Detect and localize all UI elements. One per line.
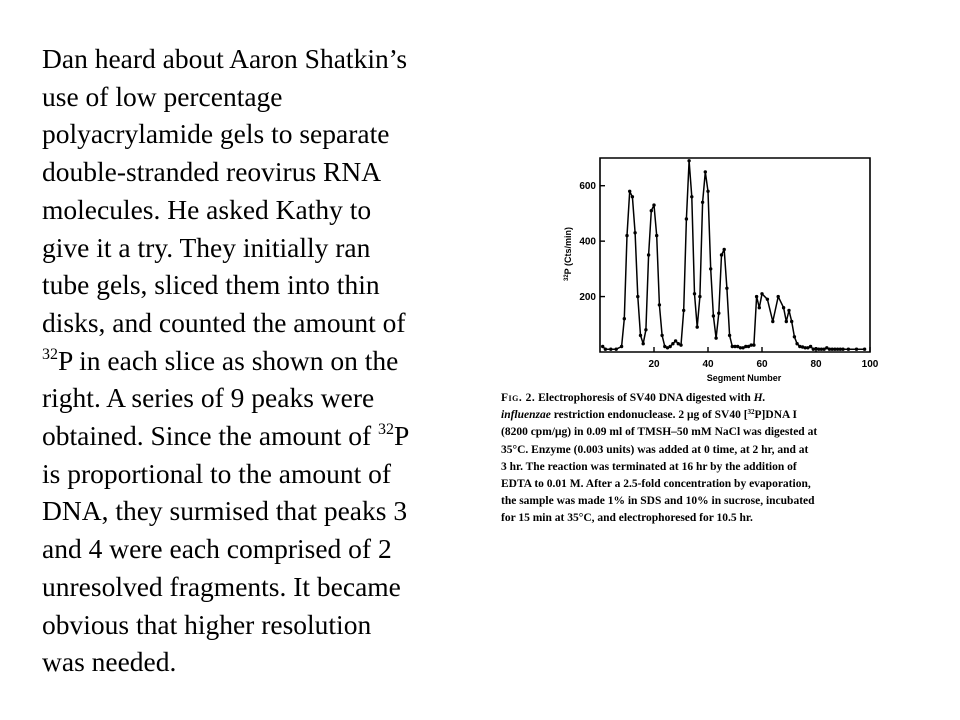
caption-fragment: P]DNA I: [754, 409, 798, 422]
data-point: [704, 170, 707, 173]
caption-line: 35°C. Enzyme (0.003 units) was added at 0 time, at 2 hr, and at: [501, 443, 809, 456]
narrative-line: disks, and counted the amount of: [42, 306, 406, 338]
data-point: [782, 306, 785, 309]
caption-line: (8200 cpm/μg) in 0.09 ml of TMSH–50 mM NaCl was digested at: [501, 426, 818, 439]
data-point: [720, 253, 723, 256]
caption-italic: H.: [753, 392, 766, 404]
data-point: [841, 348, 844, 351]
narrative-line: [42, 342, 472, 380]
plot-frame: [600, 158, 870, 352]
chart-series: [601, 159, 866, 351]
data-point: [809, 345, 812, 348]
narrative-line: molecules. He asked Kathy to: [42, 193, 372, 225]
data-point: [785, 320, 788, 323]
narrative-fragment: obtained. Since the amount of: [42, 420, 379, 452]
data-point: [625, 234, 628, 237]
data-point: [752, 343, 755, 346]
data-point: [685, 217, 688, 220]
data-point: [709, 267, 712, 270]
superscript: 32: [42, 345, 58, 363]
narrative-text: [42, 40, 472, 681]
y-axis-label-rest: P (Cts/min): [563, 226, 573, 275]
y-tick-label: 600: [579, 181, 596, 193]
data-point: [658, 303, 661, 306]
data-point: [696, 325, 699, 328]
data-point: [628, 190, 631, 193]
narrative-line: use of low percentage: [42, 80, 283, 112]
series-line: [603, 161, 865, 349]
data-point: [669, 345, 672, 348]
data-point: [725, 287, 728, 290]
data-point: [679, 343, 682, 346]
data-point: [615, 348, 618, 351]
data-point: [777, 295, 780, 298]
data-point: [714, 336, 717, 339]
data-point: [787, 309, 790, 312]
data-point: [609, 348, 612, 351]
data-point: [633, 231, 636, 234]
data-point: [674, 339, 677, 342]
x-tick-label: 100: [861, 359, 879, 370]
data-point: [766, 298, 769, 301]
data-point: [863, 348, 866, 351]
data-point: [795, 342, 798, 345]
x-tick-label: 40: [702, 359, 714, 370]
x-tick-label: 60: [756, 359, 768, 370]
caption-line: EDTA to 0.01 M. After a 2.5-fold concentration by evaporation,: [501, 478, 811, 491]
data-point: [639, 334, 642, 337]
data-point: [655, 234, 658, 237]
narrative-line: right. A series of 9 peaks were: [42, 382, 375, 414]
data-point: [728, 334, 731, 337]
y-axis-label: [563, 227, 573, 281]
figure-caption: [501, 390, 933, 528]
data-point: [642, 342, 645, 345]
data-point: [604, 348, 607, 351]
narrative-line: unresolved fragments. It became: [42, 570, 401, 602]
y-tick-label: 400: [579, 236, 596, 248]
narrative-line: give it a try. They initially ran: [42, 231, 371, 263]
data-point: [693, 292, 696, 295]
data-point: [647, 253, 650, 256]
superscript: 32: [747, 408, 755, 417]
x-tick-label: 80: [810, 359, 822, 370]
data-point: [771, 320, 774, 323]
data-point: [650, 209, 653, 212]
narrative-line: polyacrylamide gels to separate: [42, 118, 390, 150]
caption-italic: influenzae: [501, 409, 551, 422]
data-point: [644, 328, 647, 331]
data-point: [712, 314, 715, 317]
data-point: [706, 190, 709, 193]
data-point: [671, 342, 674, 345]
data-point: [758, 306, 761, 309]
data-point: [847, 348, 850, 351]
electrophoresis-chart: [540, 128, 900, 398]
caption-fragment: restriction endonuclease. 2 μg of SV40 [: [550, 409, 748, 422]
narrative-line: was needed.: [42, 646, 177, 678]
data-point: [620, 345, 623, 348]
narrative-line: tube gels, sliced them into thin: [42, 269, 380, 301]
data-point: [682, 309, 685, 312]
narrative-line: Dan heard about Aaron Shatkin’s: [42, 43, 408, 74]
chart-axes: [600, 158, 870, 352]
caption-line: 3 hr. The reaction was terminated at 16 hr by the addition of: [501, 460, 797, 473]
superscript: 32: [378, 421, 395, 439]
data-point: [723, 248, 726, 251]
x-tick-label: 20: [648, 359, 660, 370]
data-point: [755, 295, 758, 298]
chart-ticks: [579, 181, 878, 370]
data-point: [855, 348, 858, 351]
narrative-line: [42, 417, 472, 455]
data-point: [793, 335, 796, 338]
caption-line: for 15 min at 35°C, and electrophoresed for 10.5 hr.: [501, 512, 753, 525]
narrative-fragment: P: [394, 420, 410, 452]
y-tick-label: 200: [579, 292, 596, 304]
data-point: [698, 295, 701, 298]
data-point: [690, 195, 693, 198]
x-axis-label: Segment Number: [706, 373, 782, 383]
data-point: [652, 203, 655, 206]
data-point: [601, 345, 604, 348]
narrative-line: DNA, they surmised that peaks 3: [42, 495, 408, 527]
caption-line: the sample was made 1% in SDS and 10% in sucrose, incubated: [501, 495, 815, 508]
narrative-line: obvious that higher resolution: [42, 608, 372, 640]
caption-fragment: Electrophoresis of SV40 DNA digested with: [535, 392, 754, 404]
data-point: [790, 320, 793, 323]
caption-line: [501, 390, 933, 407]
data-point: [717, 312, 720, 315]
data-point: [660, 334, 663, 337]
data-point: [623, 317, 626, 320]
caption-line: [501, 407, 933, 424]
figure-label: Fig. 2.: [501, 392, 536, 404]
data-point: [701, 201, 704, 204]
data-point: [636, 295, 639, 298]
narrative-line: is proportional to the amount of: [42, 457, 392, 489]
y-axis-label-sup: 32: [564, 274, 570, 282]
data-point: [631, 195, 634, 198]
narrative-fragment: P in each slice as shown on the: [58, 344, 399, 376]
narrative-line: and 4 were each comprised of 2: [42, 533, 392, 565]
data-point: [760, 292, 763, 295]
narrative-line: double-stranded reovirus RNA: [42, 156, 382, 188]
data-point: [687, 159, 690, 162]
